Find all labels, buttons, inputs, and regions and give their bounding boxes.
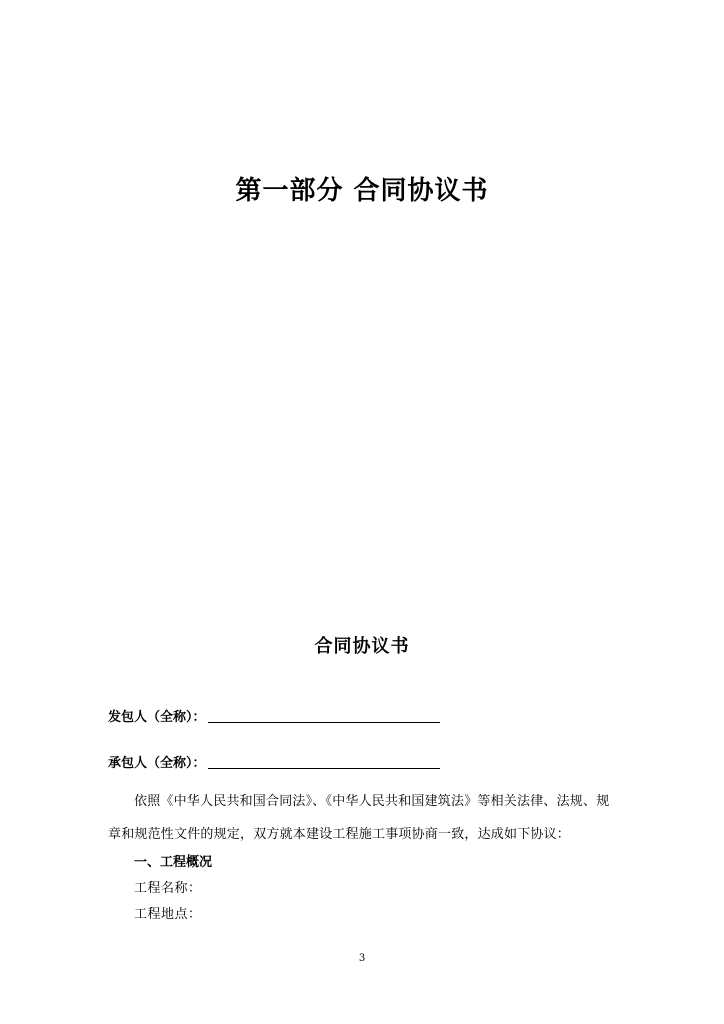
employer-label: 发包人（全称）： (108, 710, 206, 725)
document-title: 合同协议书 (314, 636, 410, 657)
contractor-line (108, 752, 440, 771)
page-number: 3 (358, 953, 366, 964)
part-title: 第一部分 合同协议书 (235, 176, 489, 206)
project-name-label: 工程名称： (134, 881, 202, 896)
contractor-blank (208, 767, 440, 769)
section-heading-project-overview: 一、工程概况 (134, 855, 213, 870)
employer-line (108, 706, 440, 725)
employer-blank (208, 721, 440, 723)
contractor-label: 承包人（全称）： (108, 756, 206, 771)
intro-paragraph: 依照《中华人民共和国合同法》、《中华人民共和国建筑法》等相关法律、法规、规章和规范性文件的规定，双方就本建设工程施工事项协商一致，达成如下协议： (108, 794, 610, 842)
project-location-label: 工程地点： (134, 907, 202, 922)
